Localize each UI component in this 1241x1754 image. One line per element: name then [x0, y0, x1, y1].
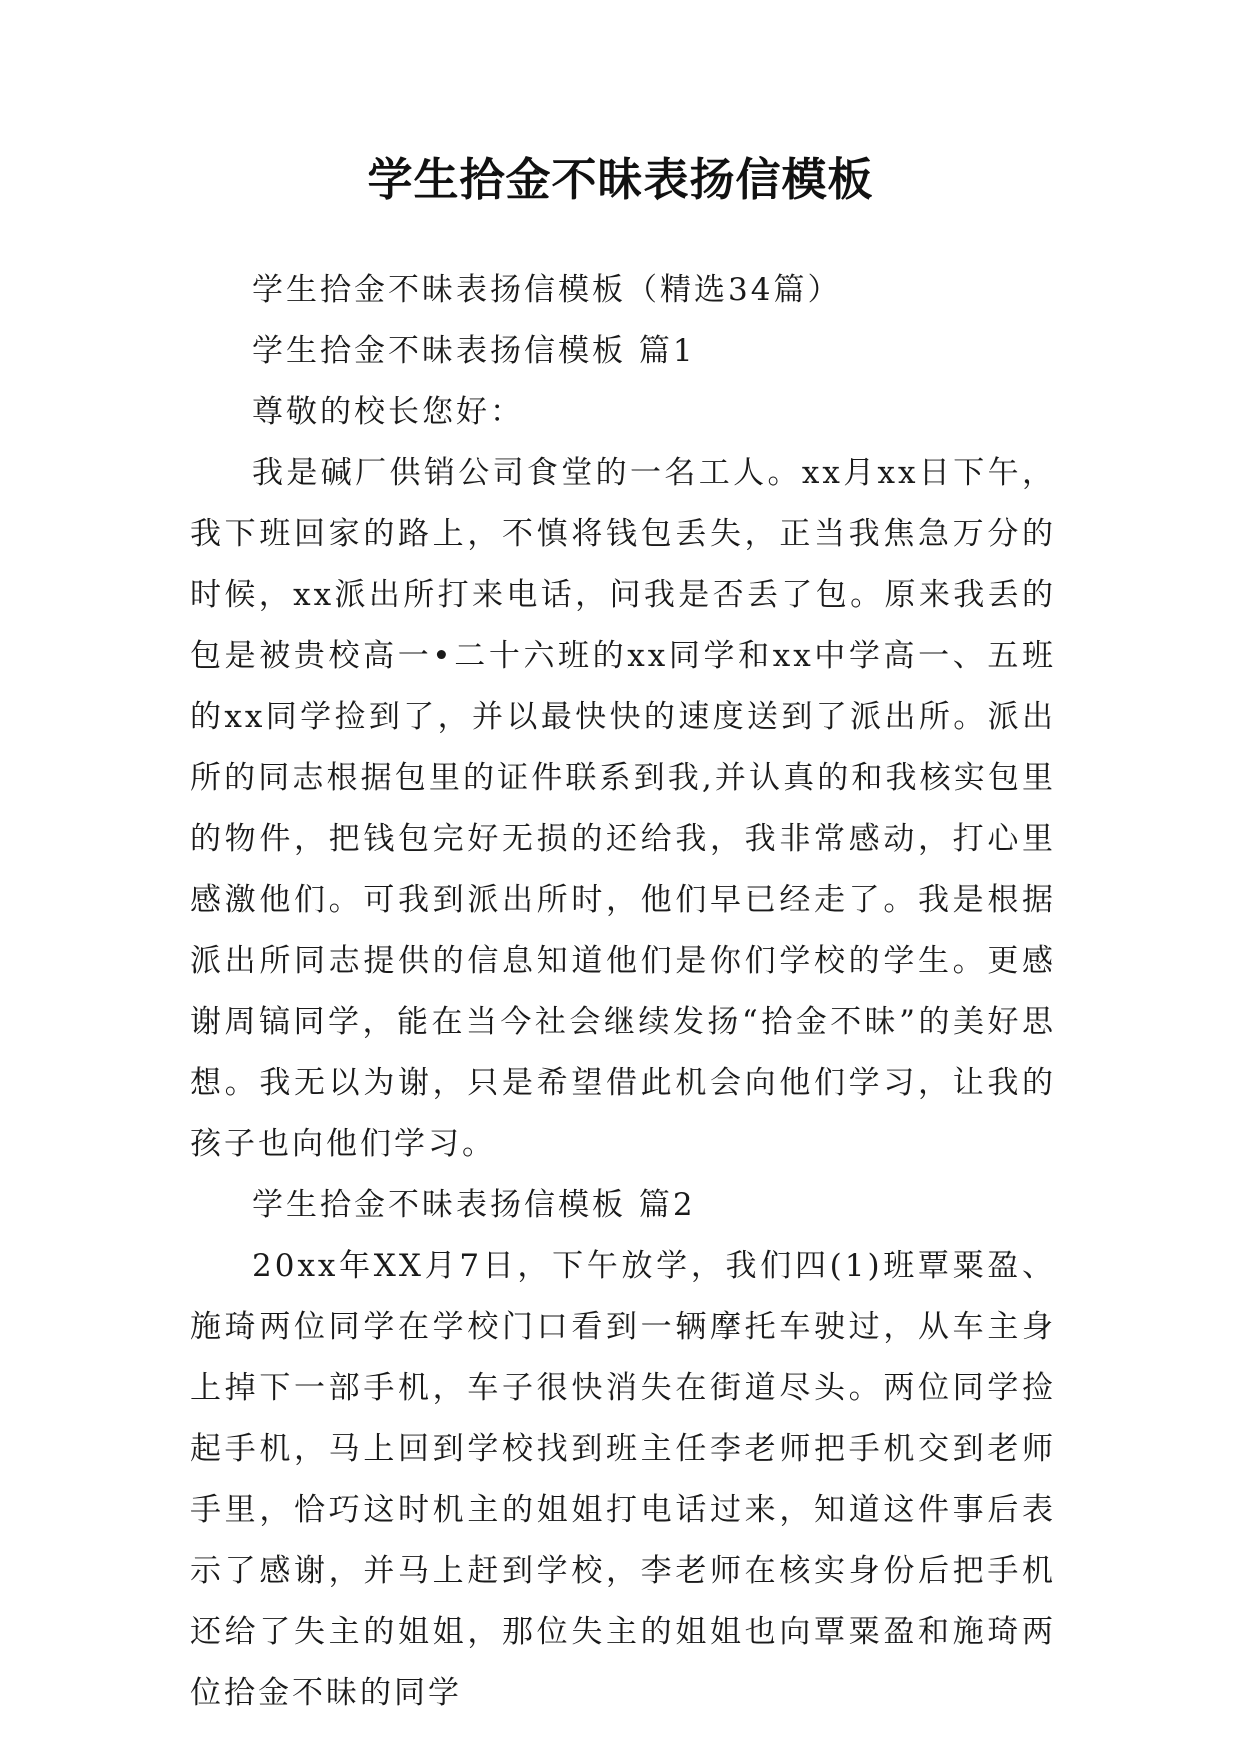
document-subtitle: 学生拾金不昧表扬信模板（精选34篇） — [252, 272, 842, 308]
document-body — [190, 260, 1056, 1724]
section-body-paragraph: 20xx年XX月7日，下午放学，我们四(1)班覃粟盈、施琦两位同学在学校门口看到一辆摩托车驶过，从车主身上掉下一部手机，车子很快消失在街道尽头。两位同学捡起手机，马上回到学校找到班主任李老师把手机交到老师手里，恰巧这时机主的姐姐打电话过来，知道这件事后表示了感谢，并马上赶到学校，李老师在核实身份后把手机还给了失主的姐姐，那位失主的姐姐也向覃粟盈和施琦两位拾金不昧的同学 — [190, 1248, 1056, 1711]
section-heading: 学生拾金不昧表扬信模板 篇1 — [252, 333, 696, 369]
letter-greeting: 尊敬的校长您好： — [252, 394, 524, 430]
section-heading: 学生拾金不昧表扬信模板 篇2 — [252, 1187, 696, 1223]
section-body-paragraph: 我是碱厂供销公司食堂的一名工人。xx月xx日下午，我下班回家的路上，不慎将钱包丢失，正当我焦急万分的时候，xx派出所打来电话，问我是否丢了包。原来我丢的包是被贵校高一•二十六班的xx同学和xx中学高一、五班的xx同学捡到了，并以最快快的速度送到了派出所。派出所的同志根据包里的证件联系到我,并认真的和我核实包里的物件，把钱包完好无损的还给我，我非常感动，打心里感激他们。可我到派出所时，他们早已经走了。我是根据派出所同志提供的信息知道他们是你们学校的学生。更感谢周镐同学，能在当今社会继续发扬“拾金不昧”的美好思想。我无以为谢，只是希望借此机会向他们学习，让我的孩子也向他们学习。 — [190, 455, 1056, 1162]
document-title: 学生拾金不昧表扬信模板 — [367, 153, 874, 206]
